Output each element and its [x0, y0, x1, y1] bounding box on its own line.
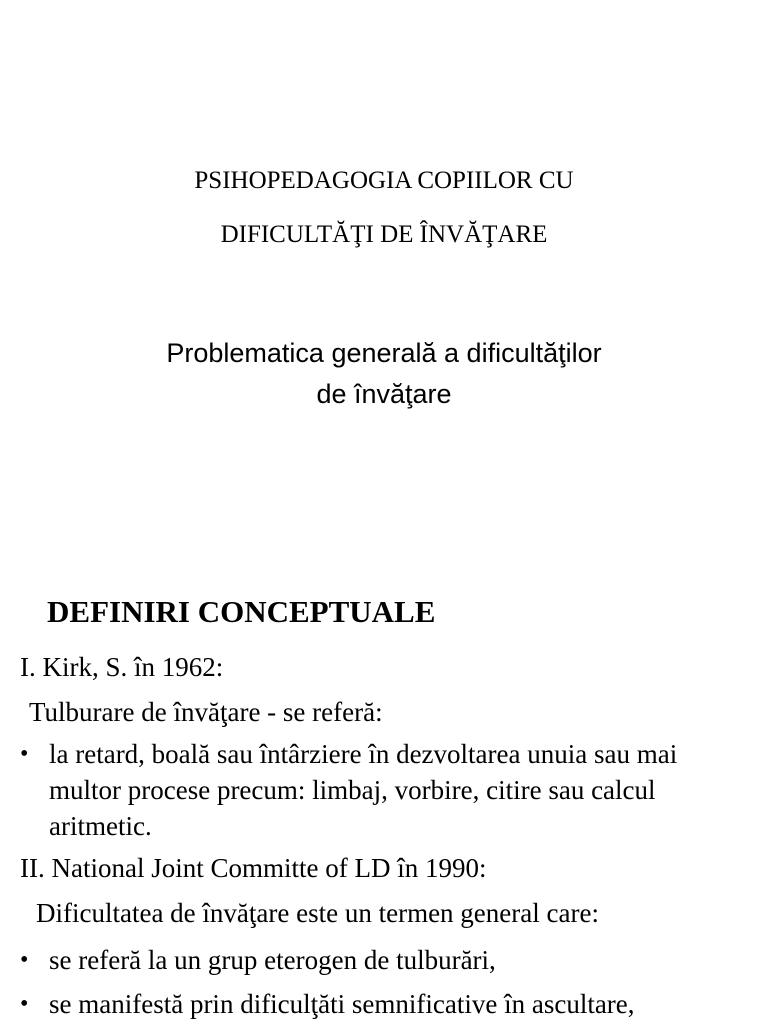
title-line-2: DIFICULTĂŢI DE ÎNVĂŢARE: [220, 221, 548, 248]
definition-intro-1: Tulburare de învăţare - se referă:: [29, 697, 383, 727]
bullet-1-line-2: multor procese precum: limbaj, vorbire, citire sau calcul: [49, 775, 656, 805]
bullet-2: se referă la un grup eterogen de tulburări,: [49, 945, 496, 975]
definition-intro-2: Dificultatea de învăţare este un termen general care:: [36, 898, 599, 928]
section-heading: DEFINIRI CONCEPTUALE: [47, 594, 436, 629]
subtitle-line-2: de învăţare: [316, 379, 452, 409]
bullet-3: se manifestă prin dificulţăti semnificative în ascultare,: [49, 989, 635, 1019]
bullet-dot-1: •: [20, 741, 29, 767]
bullet-dot-3: •: [20, 991, 29, 1017]
reference-kirk: I. Kirk, S. în 1962:: [20, 652, 224, 682]
bullet-1-line-3: aritmetic.: [49, 811, 152, 841]
reference-njcld: II. National Joint Committe of LD în 1990:: [20, 853, 487, 883]
subtitle-line-1: Problematica generală a dificultăţilor: [166, 338, 602, 368]
title-line-1: PSIHOPEDAGOGIA COPIILOR CU: [194, 167, 574, 194]
bullet-1-line-1: la retard, boală sau întârziere în dezvoltarea unuia sau mai: [49, 739, 678, 769]
bullet-dot-2: •: [20, 947, 29, 973]
